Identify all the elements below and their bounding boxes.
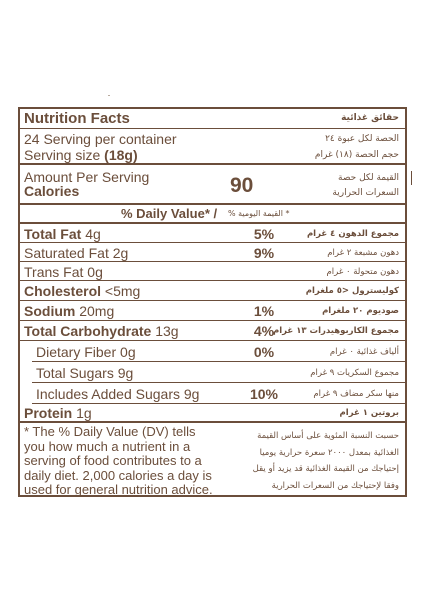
nutrient-ar: بروتين ١ غرام <box>339 408 399 418</box>
footnote-ar-line: إحتياجك من القيمة الغذائية قد يزيد أو يقل <box>252 464 399 474</box>
calories-row <box>20 165 405 205</box>
title-en: Nutrition Facts <box>24 110 130 127</box>
footnote-en-line: daily diet. 2,000 calories a day is <box>24 467 212 483</box>
serving-size-ar: حجم الحصة (١٨) غرام <box>314 150 399 160</box>
nutrient-label: Dietary Fiber 0g <box>36 344 136 360</box>
nutrient-row-total-carbohydrate <box>20 321 405 341</box>
nutrient-row-total-sugars <box>32 362 405 383</box>
nutrient-ar: مجموع الدهون ٤ غرام <box>306 229 399 239</box>
nutrient-pct: 9% <box>253 245 275 261</box>
nutrient-ar: كوليسترول <٥ ملغرام <box>305 286 399 296</box>
side-mark <box>411 171 412 185</box>
title-ar: حقائق غذائية <box>341 113 399 123</box>
daily-value-header-ar: * القيمة اليومية % <box>228 209 290 218</box>
footnote-en-line: used for general nutrition advice. <box>24 482 213 498</box>
serving-size-value: (18g) <box>104 147 138 163</box>
nutrient-row-saturated-fat <box>20 243 405 262</box>
nutrient-row-dietary-fiber <box>32 341 405 362</box>
footnote-ar <box>253 428 399 494</box>
nutrient-label: Total Carbohydrate 13g <box>24 323 179 339</box>
amount-per-serving-en: Amount Per Serving <box>24 169 150 185</box>
servings-row <box>20 129 405 165</box>
nutrient-row-sodium <box>20 301 405 321</box>
footnote <box>20 423 405 498</box>
footnote-en-line: you how much a nutrient in a <box>24 438 191 454</box>
nutrient-label: Total Fat 4g <box>24 226 101 242</box>
decorative-dot <box>108 95 110 96</box>
nutrient-ar: صوديوم ٢٠ ملغرام <box>322 306 399 316</box>
nutrient-pct: 10% <box>249 386 279 402</box>
servings-per-container-en: 24 Serving per container <box>24 131 177 147</box>
nutrient-ar: منها سكر مضاف ٩ غرام <box>313 389 399 399</box>
footnote-ar-line: الغذائية بمعدل ٢٠٠٠ سعرة حرارية يوميا <box>259 447 399 458</box>
nutrient-label: Saturated Fat 2g <box>24 245 129 261</box>
daily-value-header-en: % Daily Value* / <box>121 206 218 221</box>
calories-label-ar: السعرات الحرارية <box>332 188 399 198</box>
nutrient-pct: 0% <box>253 344 275 360</box>
nutrition-facts-panel <box>18 107 407 497</box>
daily-value-header <box>20 205 405 224</box>
header-row <box>20 109 405 129</box>
nutrient-pct: 4% <box>253 323 275 339</box>
servings-per-container-ar: الحصة لكل عبوة ٢٤ <box>325 134 399 144</box>
footnote-en-line: * The % Daily Value (DV) tells <box>24 424 196 439</box>
nutrient-label: Protein 1g <box>24 405 92 421</box>
nutrient-label: Total Sugars 9g <box>36 365 134 381</box>
nutrient-ar: دهون مشبعة ٢ غرام <box>327 248 399 258</box>
nutrient-pct: 1% <box>253 303 275 319</box>
nutrient-row-added-sugars <box>32 383 405 404</box>
nutrient-label: Trans Fat 0g <box>24 264 103 280</box>
nutrient-ar: دهون متحولة ٠ غرام <box>326 267 399 277</box>
nutrient-label: Sodium 20mg <box>24 303 115 319</box>
nutrient-label: Cholesterol <5mg <box>24 283 141 299</box>
nutrient-ar: ألياف غذائية ٠ غرام <box>329 347 399 357</box>
nutrient-ar: مجموع السكريات ٩ غرام <box>310 368 399 378</box>
footnote-en-line: serving of food contributes to a <box>24 453 202 469</box>
nutrient-ar: مجموع الكاربوهيدرات ١٣ غرام <box>272 326 399 336</box>
nutrient-pct: 5% <box>253 226 275 242</box>
nutrient-label: Includes Added Sugars 9g <box>36 386 200 402</box>
footnote-ar-line: وفقا لإحتياجك من السعرات الحرارية <box>271 480 399 491</box>
nutrient-row-trans-fat <box>20 262 405 281</box>
nutrient-row-protein <box>20 404 405 423</box>
footnote-en <box>24 425 213 498</box>
nutrient-row-cholesterol <box>20 281 405 301</box>
footnote-ar-line: حسبت النسبة المئوية على أساس القيمة <box>257 431 399 441</box>
calories-label-en: Calories <box>24 183 80 199</box>
amount-per-serving-ar: القيمة لكل حصة <box>338 173 399 183</box>
nutrient-row-total-fat <box>20 224 405 243</box>
serving-size-label: Serving size <box>24 147 101 163</box>
calories-value: 90 <box>230 174 254 197</box>
serving-size-en <box>24 147 138 163</box>
